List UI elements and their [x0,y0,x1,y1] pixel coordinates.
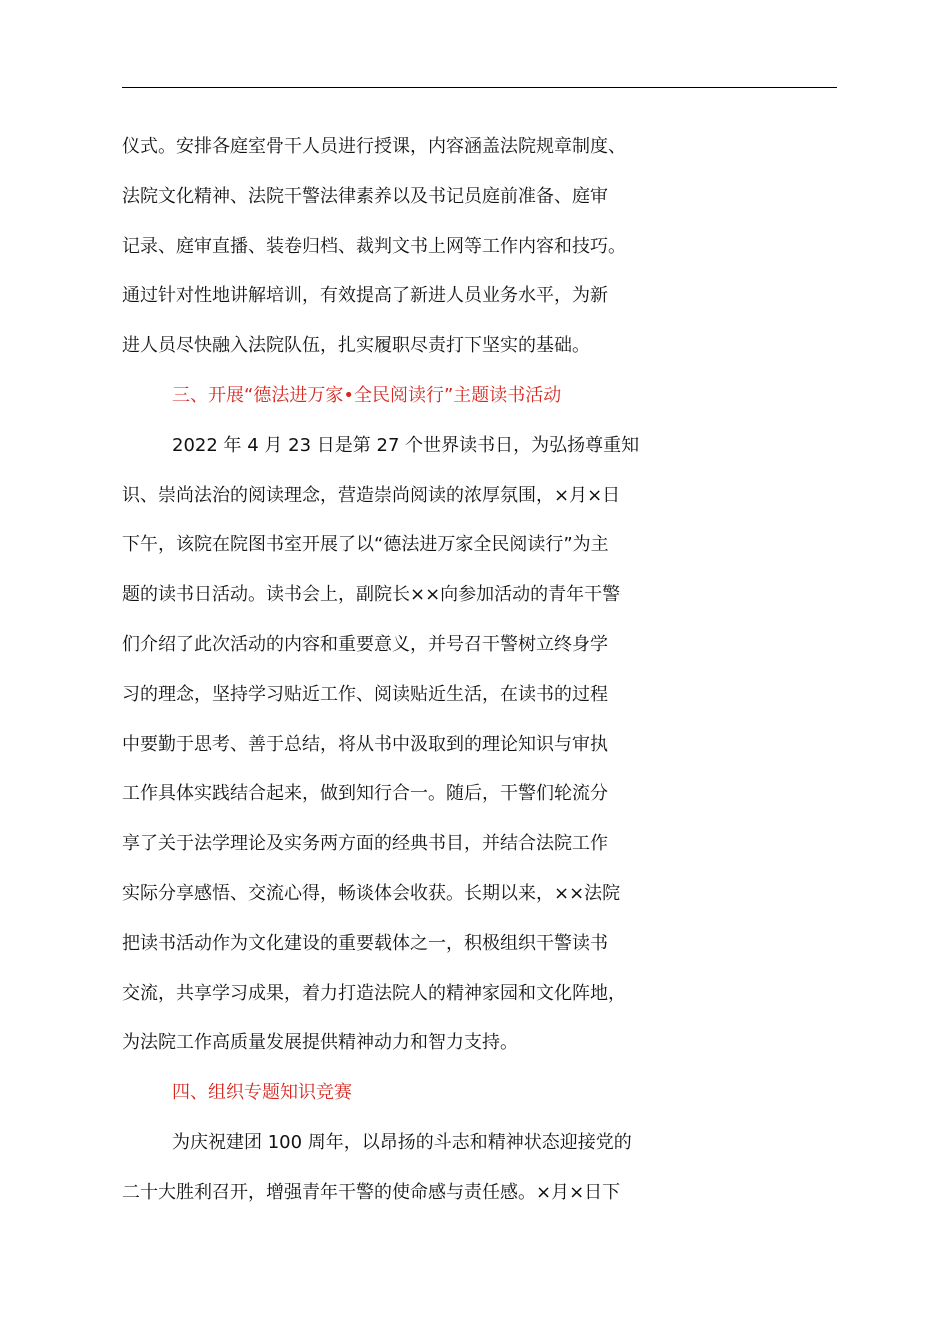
text-line: 习的理念，坚持学习贴近工作、阅读贴近生活，在读书的过程 [122,683,608,705]
text-line: 法院文化精神、法院干警法律素养以及书记员庭前准备、庭审 [122,185,608,207]
section-heading-3: 三、开展“德法进万家•全民阅读行”主题读书活动 [172,384,562,406]
text-line: 交流，共享学习成果，着力打造法院人的精神家园和文化阵地， [122,982,626,1004]
text-line: 通过针对性地讲解培训，有效提高了新进人员业务水平，为新 [122,285,608,307]
text-line: 实际分享感悟、交流心得，畅谈体会收获。长期以来，××法院 [122,882,621,904]
text-line: 享了关于法学理论及实务两方面的经典书目，并结合法院工作 [122,833,608,855]
text-line: 为庆祝建团 100 周年，以昂扬的斗志和精神状态迎接党的 [172,1131,632,1153]
text-line: 题的读书日活动。读书会上，副院长××向参加活动的青年干警 [122,584,621,606]
header-rule [122,87,837,88]
text-line: 中要勤于思考、善于总结，将从书中汲取到的理论知识与审执 [122,733,608,755]
section-heading-4: 四、组织专题知识竞赛 [172,1082,352,1104]
text-line: 记录、庭审直播、装卷归档、裁判文书上网等工作内容和技巧。 [122,235,626,257]
text-line: 识、崇尚法治的阅读理念，营造崇尚阅读的浓厚氛围，×月×日 [122,484,621,506]
text-line: 仪式。安排各庭室骨干人员进行授课，内容涵盖法院规章制度、 [122,136,626,157]
text-line: 进人员尽快融入法院队伍，扎实履职尽责打下坚实的基础。 [122,335,590,357]
text-line: 下午，该院在院图书室开展了以“德法进万家全民阅读行”为主 [122,534,609,556]
text-line: 为法院工作高质量发展提供精神动力和智力支持。 [122,1032,518,1054]
text-line: 把读书活动作为文化建设的重要载体之一，积极组织干警读书 [122,932,608,954]
text-line: 工作具体实践结合起来，做到知行合一。随后，干警们轮流分 [122,783,608,805]
text-line: 2022 年 4 月 23 日是第 27 个世界读书日，为弘扬尊重知 [172,434,640,456]
text-line: 们介绍了此次活动的内容和重要意义，并号召干警树立终身学 [122,633,608,655]
text-line: 二十大胜利召开，增强青年干警的使命感与责任感。×月×日下 [122,1181,621,1203]
document-body [122,122,842,1218]
